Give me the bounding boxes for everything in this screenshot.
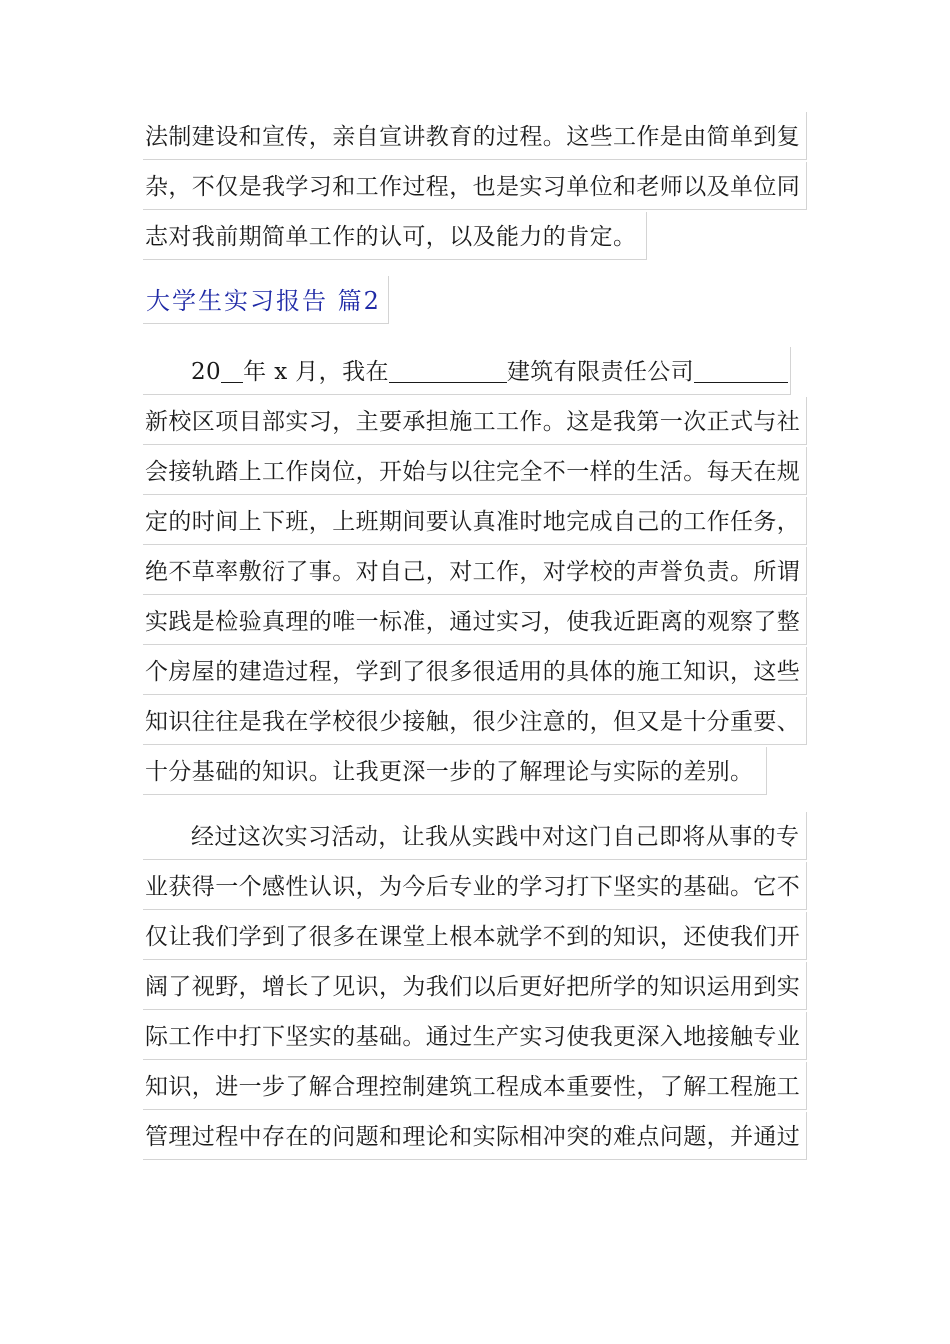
paragraph-line: 个房屋的建造过程，学到了很多很适用的具体的施工知识，这些 xyxy=(143,647,807,695)
paragraph-line: 实践是检验真理的唯一标准，通过实习，使我近距离的观察了整 xyxy=(143,597,807,645)
date-text: 年 x 月，我在 xyxy=(243,359,389,385)
paragraph-line: 定的时间上下班，上班期间要认真准时地完成自己的工作任务， xyxy=(143,497,807,545)
paragraph-line: 绝不草率敷衍了事。对自己，对工作，对学校的声誉负责。所谓 xyxy=(143,547,807,595)
trailing-blank xyxy=(694,360,788,383)
paragraph-line: 业获得一个感性认识，为今后专业的学习打下坚实的基础。它不 xyxy=(143,862,807,910)
section-heading: 大学生实习报告 篇2 xyxy=(143,276,389,324)
paragraph-line: 经过这次实习活动，让我从实践中对这门自己即将从事的专 xyxy=(143,812,807,860)
paragraph-line: 知识，进一步了解合理控制建筑工程成本重要性，了解工程施工 xyxy=(143,1062,807,1110)
paragraph-line: 新校区项目部实习，主要承担施工工作。这是我第一次正式与社 xyxy=(143,397,807,445)
paragraph-line: 知识往往是我在学校很少接触，很少注意的，但又是十分重要、 xyxy=(143,697,807,745)
paragraph-first-line xyxy=(143,347,791,395)
company-blank xyxy=(389,360,507,383)
company-text: 建筑有限责任公司 xyxy=(506,359,695,385)
paragraph-line: 阔了视野，增长了见识，为我们以后更好把所学的知识运用到实 xyxy=(143,962,807,1010)
paragraph-line: 十分基础的知识。让我更深一步的了解理论与实际的差别。 xyxy=(143,747,767,795)
paragraph-line: 杂，不仅是我学习和工作过程，也是实习单位和老师以及单位同 xyxy=(143,162,807,210)
paragraph-line: 管理过程中存在的问题和理论和实际相冲突的难点问题，并通过 xyxy=(143,1112,807,1160)
paragraph-line: 际工作中打下坚实的基础。通过生产实习使我更深入地接触专业 xyxy=(143,1012,807,1060)
paragraph-line: 仅让我们学到了很多在课堂上根本就学不到的知识，还使我们开 xyxy=(143,912,807,960)
year-blank xyxy=(221,360,243,383)
paragraph-line: 会接轨踏上工作岗位，开始与以往完全不一样的生活。每天在规 xyxy=(143,447,807,495)
year-prefix: 20 xyxy=(191,359,222,385)
paragraph-line: 法制建设和宣传，亲自宣讲教育的过程。这些工作是由简单到复 xyxy=(143,112,807,160)
paragraph-line: 志对我前期简单工作的认可，以及能力的肯定。 xyxy=(143,212,647,260)
